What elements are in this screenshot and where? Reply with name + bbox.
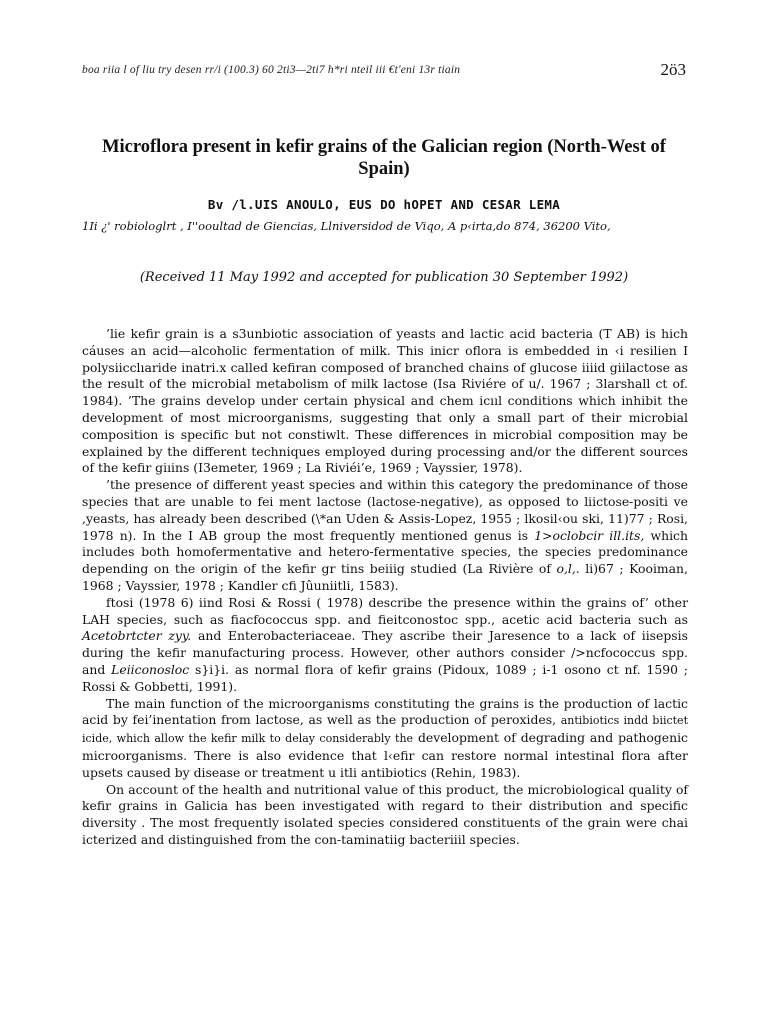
paragraph-2-italic-etal: o,l,. xyxy=(556,561,580,577)
author-affiliation: 1Ii ¿' robiologlrt , I''ooultad de Giencias, Llniversidod de Viqo, A p‹irta,do 874, 36200 Vito, xyxy=(82,219,611,233)
paragraph-3-text-a: ftosi (1978 6) iind Rosi & Rossi ( 1978) describe the presence within the grains of’ other LAH species, such as fiacfococcus spp. and fieitconostoc spp., acetic acid bacteria such as xyxy=(82,594,688,627)
paragraph-2-text-b: which includes both homofermentative and hetero-fermentative species, the species predominance depending on the origin of the kefir gr tins beiiig studied (La Rivière of xyxy=(82,527,688,577)
running-head: boa riia l of liu try desen rr/i (100.3) 60 2ti3—2ti7 h*ri nteil iii €t'eni 13r tiain xyxy=(82,64,461,76)
paragraph-4-small-line: antibiotics indd biictet icide, which allow the kefir milk to delay considerably the xyxy=(82,714,688,746)
paragraph-4 xyxy=(82,696,688,782)
paragraph-4-text-a: The main function of the microorganisms constituting the grains is the production of lactic acid by fei’inentation from lactose, as well as the production of peroxides, xyxy=(82,695,688,728)
paragraph-4-text-b: development of degrading and pathogenic microorganisms. There is also evidence that l‹efir can restore normal intestinal flora after upsets caused by disease or treatment u itli antibiotics (Rehin, 1983). xyxy=(82,730,688,780)
article-title: Microflora present in kefir grains of the Galician region (North-West of Spain) xyxy=(102,137,666,179)
received-dates: (Received 11 May 1992 and accepted for publication 30 September 1992) xyxy=(139,270,629,285)
article-body xyxy=(82,326,688,849)
paragraph-5: On account of the health and nutritional value of this product, the microbiological quality of kefir grains in Galicia has been investigated with regard to their distribution and specific diversity . The most frequently isolated species considered constituents of the grain were chai icterized and distinguished from the con-taminatiig bacteriiil species. xyxy=(82,781,688,847)
paragraph-3-italic-genus: Leiiconosloc xyxy=(111,661,190,677)
paragraph-2-text-a: ’the presence of different yeast species and within this category the predominance of those species that are unable to fei ment lactose (lactose-negative), as opposed to liictose-positi ve ,yeasts, has already been described (\*an Uden & Assis-Lopez, 1955 ; lkosil‹ou ski, 11)77 ; Rosi, 1978 n). In the I AB group the most frequently mentioned genus is xyxy=(82,477,688,543)
paragraph-3-text-c: s}i}i. as normal flora of kefir grains (Pidoux, 1089 ; i-1 osono ct nf. 1590 ; Rossi & Gobbetti, 1991). xyxy=(82,661,688,694)
paragraph-1: ’lie kefir grain is a s3unbiotic association of yeasts and lactic acid bacteria (T AB) is hich cáuses an acid—alcoholic fermentation of milk. This inicr oflora is embedded in ‹i resilien I polysiicclıaride inatri.x called kefiran composed of branched chains of glucose iiiid giilactose as the result of the microbial metabolism of milk lactose (Isa Riviére of u/. 1967 ; 3larshall ct of. 1984). ’The grains develop under certain physical and chem icııl conditions which inhibit the development of most microorganisms, suggesting that only a small part of their microbial composition is specific but not constiwlt. These differences in microbial composition may be explained by the different techniques employed during processing and/or the different sources of the kefir giıins (I3emeter, 1969 ; La Riviéi’e, 1969 ; Vayssier, 1978). xyxy=(82,326,688,476)
paragraph-3-italic-species: Acetobrtcter zyy. xyxy=(82,628,192,644)
paragraph-2-text-c: li)67 ; Kooiman, 1968 ; Vayssier, 1978 ; Kandler cfi Jûuniitli, 1583). xyxy=(82,561,688,593)
paragraph-3-text-b: and Enterobacteriaceae. They ascribe their Jaresence to a lack of iisepsis during the kefir manufacturing process. However, other authors consider />ncfococcus spp. and xyxy=(82,628,688,677)
paragraph-2 xyxy=(82,477,688,595)
article-authors: Bv /l.UIS ANOULO, EUS DO hOPET AND CESAR LEMA xyxy=(207,197,561,212)
paragraph-3 xyxy=(82,595,688,696)
page-number: 2ö3 xyxy=(660,60,686,79)
paragraph-2-italic-genus: 1>oclobcir ill.its, xyxy=(534,527,645,543)
